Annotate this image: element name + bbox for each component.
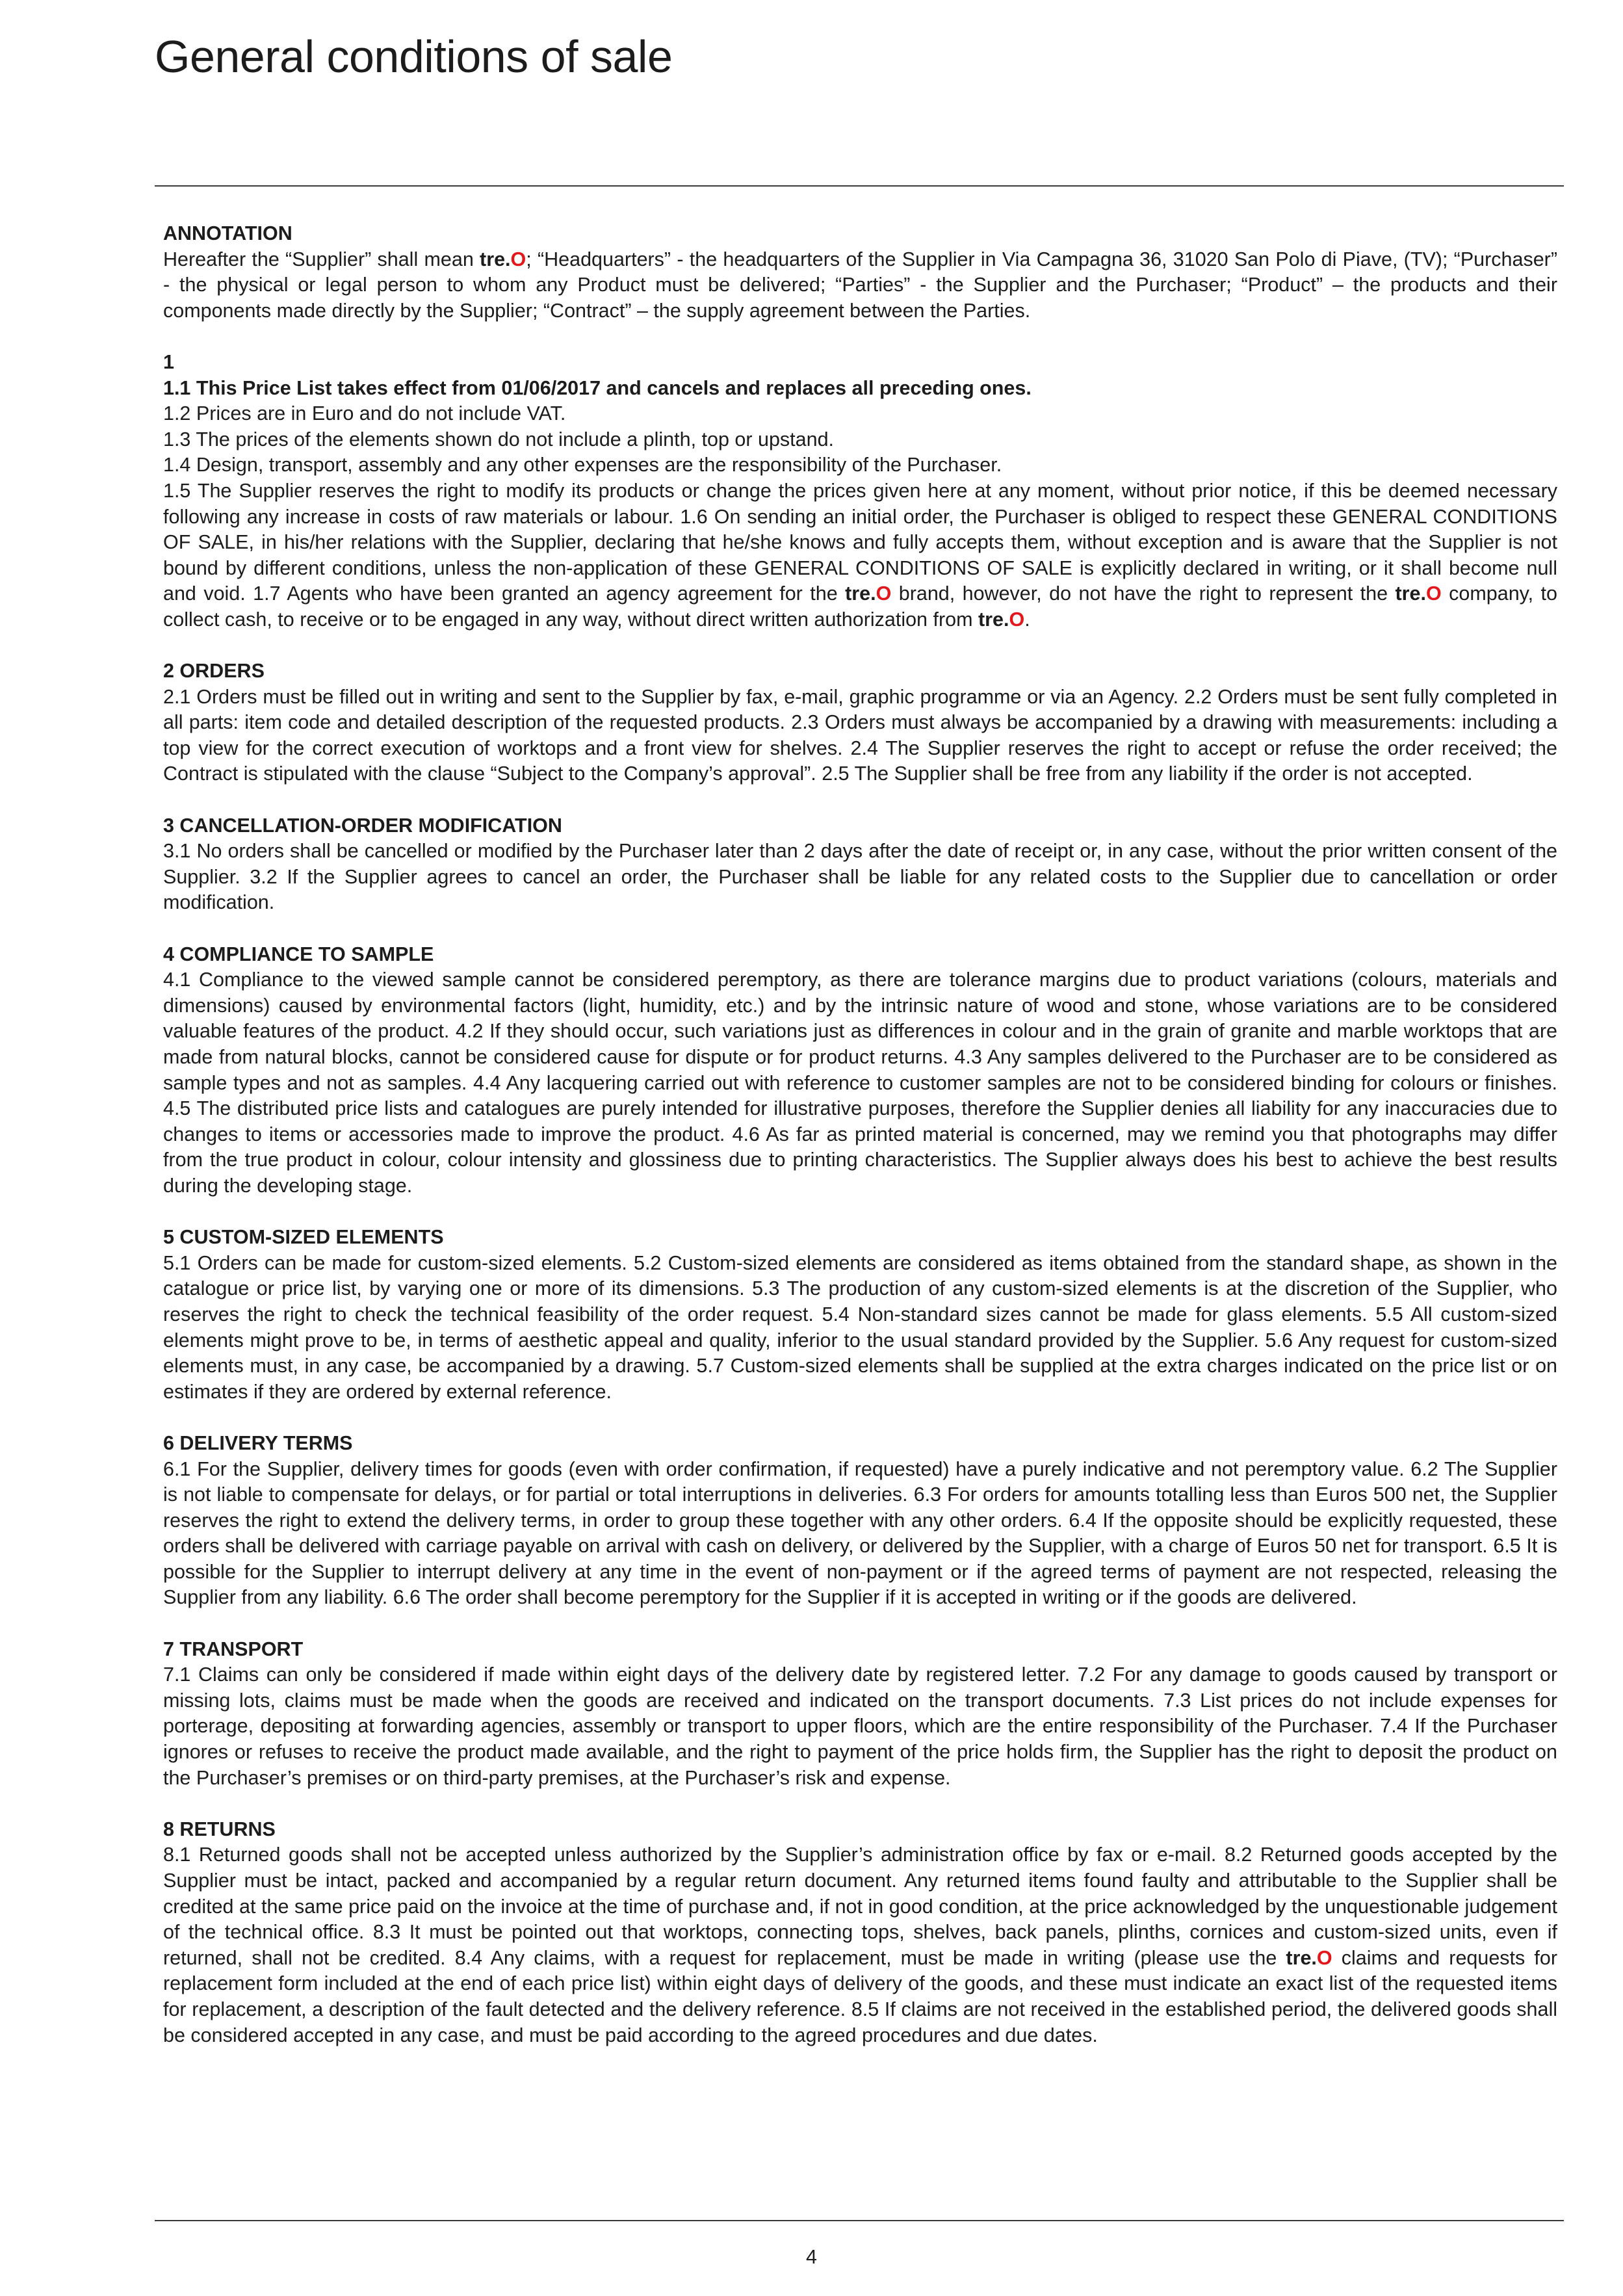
brand-suffix: O <box>510 248 526 270</box>
section-heading: 3 CANCELLATION-ORDER MODIFICATION <box>163 814 562 837</box>
brand-prefix: tre. <box>1395 582 1426 605</box>
section-1 <box>163 350 1557 633</box>
section-3-cancellation <box>163 813 1557 916</box>
section-body: 7.1 Claims can only be considered if made within eight days of the delivery date by registered letter. 7.2 For any damage to goods caused by transport or missing lots, claims must be made when the goods are received and indicated on the transport documents. 7.3 List prices do not include expenses for porterage, depositing at forwarding agencies, assembly or transport to upper floors, which are the entire responsibility of the Purchaser. 7.4 If the Purchaser ignores or refuses to receive the product made available, and the right to payment of the price holds firm, the Supplier has the right to deposit the product on the Purchaser’s premises or on third-party premises, at the Purchaser’s risk and expense. <box>163 1663 1557 1789</box>
section-annotation <box>163 221 1557 324</box>
clause-1-4: 1.4 Design, transport, assembly and any other expenses are the responsibility of the Purchaser. <box>163 454 1002 476</box>
brand-logo-text <box>1286 1947 1332 1969</box>
text-run: 1.5 The Supplier reserves the right to modify its products or change the prices given here at any moment, without prior notice, if this be deemed necessary following any increase in costs of raw materials or labour. 1.6 On sending an initial order, the Purchaser is obliged to respect these GENERAL CONDITIONS OF SALE, in his/her relations with the Supplier, declaring that he/she knows and fully accepts them, without exception and is aware that the Supplier is not bound by different conditions, unless the non-application of these GENERAL CONDITIONS OF SALE is explicitly declared in writing, or it shall become null and void. 1.7 Agents who have been granted an agency agreement for the <box>163 479 1557 605</box>
brand-logo-text <box>978 608 1024 631</box>
text-run: . <box>1024 608 1030 631</box>
section-body: 6.1 For the Supplier, delivery times for goods (even with order confirmation, if requested) have a purely indicative and not peremptory value. 6.2 The Supplier is not liable to compensate for delays, or for partial or total interruptions in deliveries. 6.3 For orders for amounts totalling less than Euros 500 net, the Supplier reserves the right to extend the delivery terms, in order to group these together with any other orders. 6.4 If the opposite should be explicitly requested, these orders shall be delivered with carriage payable on arrival with cash on delivery, or delivered by the Supplier, with a charge of Euros 50 net for transport. 6.5 It is possible for the Supplier to interrupt delivery at any time in the event of non-payment or if the agreed terms of payment are not respected, releasing the Supplier from any liability. 6.6 The order shall become peremptory for the Supplier if it is accepted in writing or if the goods are delivered. <box>163 1457 1557 1609</box>
section-body: 2.1 Orders must be filled out in writing and sent to the Supplier by fax, e-mail, graphic programme or via an Agency. 2.2 Orders must be sent fully completed in all parts: item code and detailed description of the requested products. 2.3 Orders must always be accompanied by a drawing with measurements: including a top view for the correct execution of worktops and a front view for shelves. 2.4 The Supplier reserves the right to accept or refuse the order received; the Contract is stipulated with the clause “Subject to the Company’s approval”. 2.5 The Supplier shall be free from any liability if the order is not accepted. <box>163 685 1557 785</box>
brand-suffix: O <box>1316 1946 1332 1969</box>
page-number: 4 <box>806 2246 817 2268</box>
text-run: brand, however, do not have the right to represent the <box>891 582 1396 605</box>
text-run: Hereafter the “Supplier” shall mean <box>163 248 480 270</box>
text-run: 8.1 Returned goods shall not be accepted unless authorized by the Supplier’s administration office by fax or e-mail. 8.2 Returned goods accepted by the Supplier must be intact, packed and accompanied by a regular return document. Any returned items found faulty and attributable to the Supplier shall be credited at the same price paid on the invoice at the time of purchase and, if not in good condition, at the price acknowledged by the unquestionable judgement of the technical office. 8.3 It must be pointed out that worktops, connecting tops, shelves, back panels, plinths, cornices and custom-sized units, even if returned, shall not be credited. 8.4 Any claims, with a request for replacement, must be made in writing (please use the <box>163 1844 1557 1969</box>
page-title: General conditions of sale <box>155 31 673 82</box>
brand-prefix: tre. <box>480 248 511 270</box>
section-heading: ANNOTATION <box>163 222 292 244</box>
section-heading: 6 DELIVERY TERMS <box>163 1431 353 1454</box>
brand-suffix: O <box>1009 608 1025 631</box>
section-2-orders <box>163 659 1557 787</box>
text-run: claims and requests for replacement form included at the end of each price list) within eight days of delivery of the goods, and these must indicate an exact list of the requested items for replacement, a description of the fault detected and the delivery reference. 8.5 If claims are not received in the established period, the delivered goods shall be considered accepted in any case, and must be paid according to the agreed procedures and due dates. <box>163 1946 1557 2046</box>
section-heading: 1 <box>163 350 174 373</box>
top-divider <box>155 185 1564 187</box>
section-body: 5.1 Orders can be made for custom-sized elements. 5.2 Custom-sized elements are considered as items obtained from the standard shape, as shown in the catalogue or price list, by varying one or more of its dimensions. 5.3 The production of any custom-sized elements is at the discretion of the Supplier, who reserves the right to check the technical feasibility of the order request. 5.4 Non-standard sizes cannot be made for glass elements. 5.5 All custom-sized elements might prove to be, in terms of aesthetic appeal and quality, inferior to the usual standard provided by the Supplier. 5.6 Any request for custom-sized elements must, in any case, be accompanied by a drawing. 5.7 Custom-sized elements shall be supplied at the extra charges indicated on the price list or on estimates if they are ordered by external reference. <box>163 1251 1557 1403</box>
section-body: 4.1 Compliance to the viewed sample cannot be considered peremptory, as there are tolerance margins due to product variations (colours, materials and dimensions) caused by environmental factors (light, humidity, etc.) and by the intrinsic nature of wood and stone, whose variations are to be considered valuable features of the product. 4.2 If they should occur, such variations just as differences in colour and in the grain of granite and marble worktops that are made from natural blocks, cannot be considered cause for dispute or for product returns. 4.3 Any samples delivered to the Purchaser are to be considered as sample types and not as samples. 4.4 Any lacquering carried out with reference to customer samples are not to be considered binding for colours or finishes. 4.5 The distributed price lists and catalogues are purely intended for illustrative purposes, therefore the Supplier denies all liability for any inaccuracies due to changes to items or accessories made to improve the product. 4.6 As far as printed material is concerned, may we remind you that photographs may differ from the true product in colour, colour intensity and glossiness due to printing characteristics. The Supplier always does his best to achieve the best results during the developing stage. <box>163 969 1557 1197</box>
section-lead: 1.1 This Price List takes effect from 01/06/2017 and cancels and replaces all preceding ones. <box>163 376 1032 399</box>
text-run: ; “Headquarters” - the headquarters of the Supplier in Via Campagna 36, 31020 San Polo di Piave, (TV); “Purchaser” - the physical or legal person to whom any Product must be delivered; “Parties” - the Supplier and the Purchaser; “Product” – the products and their components made directly by the Supplier; “Contract” – the supply agreement between the Parties. <box>163 248 1557 322</box>
section-body <box>163 247 1557 324</box>
brand-prefix: tre. <box>1286 1946 1317 1969</box>
section-heading: 8 RETURNS <box>163 1818 276 1840</box>
section-7-transport <box>163 1637 1557 1792</box>
bottom-divider <box>155 2220 1564 2221</box>
section-heading: 7 TRANSPORT <box>163 1637 304 1660</box>
brand-logo-text <box>1396 582 1442 605</box>
section-4-compliance <box>163 942 1557 1199</box>
section-6-delivery <box>163 1431 1557 1611</box>
document-body <box>163 221 1557 2074</box>
section-heading: 5 CUSTOM-SIZED ELEMENTS <box>163 1226 444 1249</box>
brand-prefix: tre. <box>978 608 1009 631</box>
clause-1-3: 1.3 The prices of the elements shown do not include a plinth, top or upstand. <box>163 428 835 450</box>
clause-1-2: 1.2 Prices are in Euro and do not include VAT. <box>163 402 566 425</box>
section-heading: 2 ORDERS <box>163 660 265 683</box>
text-run: company, to collect cash, to receive or to be engaged in any way, without direct written authorization from <box>163 582 1557 631</box>
section-5-custom-sized <box>163 1225 1557 1405</box>
section-body <box>163 1842 1557 2048</box>
brand-logo-text <box>480 248 526 270</box>
brand-logo-text <box>845 582 891 605</box>
section-body: 3.1 No orders shall be cancelled or modified by the Purchaser later than 2 days after the date of receipt or, in any case, without the prior written consent of the Supplier. 3.2 If the Supplier agrees to cancel an order, the Purchaser shall be liable for any related costs to the Supplier due to cancellation or order modification. <box>163 840 1557 914</box>
brand-suffix: O <box>1425 582 1442 605</box>
section-heading: 4 COMPLIANCE TO SAMPLE <box>163 943 434 965</box>
section-body <box>163 478 1557 633</box>
brand-suffix: O <box>876 582 892 605</box>
section-8-returns <box>163 1817 1557 2048</box>
brand-prefix: tre. <box>845 582 876 605</box>
